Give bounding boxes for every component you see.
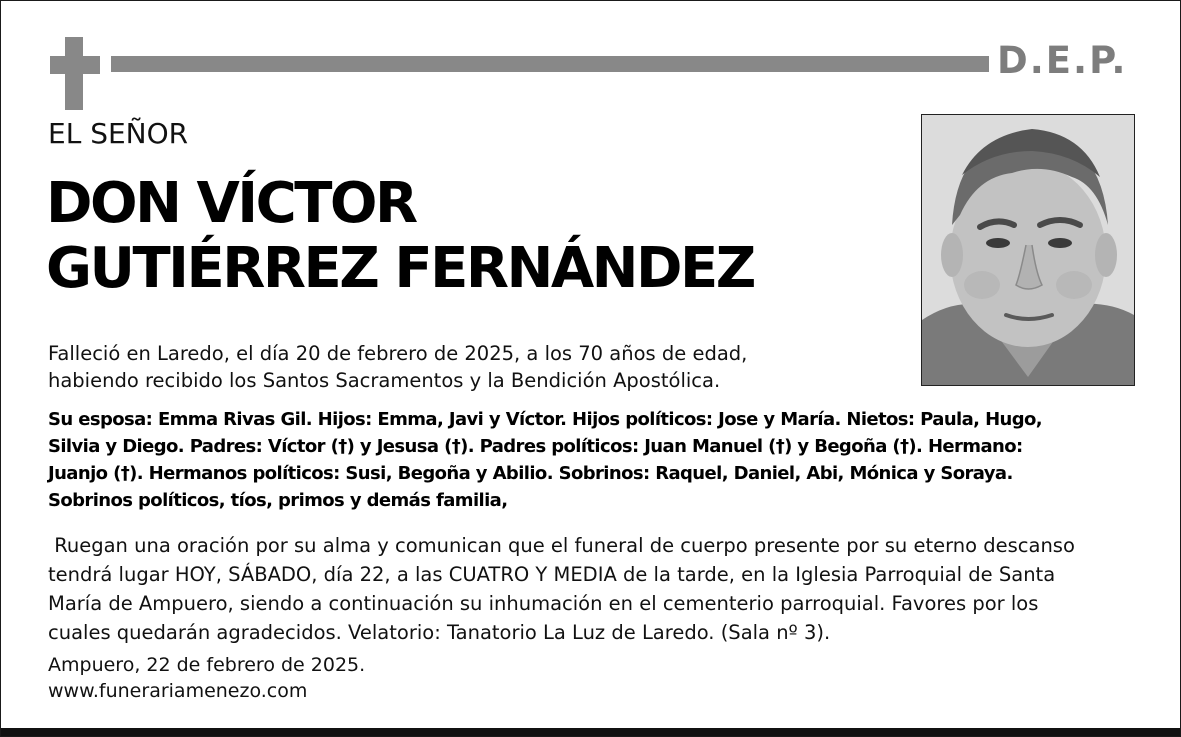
family-line4: Sobrinos políticos, tíos, primos y demás familia, xyxy=(48,490,508,511)
funeral-line4: cuales quedarán agradecidos. Velatorio: Tanatorio La Luz de Laredo. (Sala nº 3). xyxy=(48,621,831,644)
dep-label: D.E.P. xyxy=(997,39,1128,82)
death-notice xyxy=(48,340,908,394)
closing xyxy=(48,652,365,704)
death-notice-line2: habiendo recibido los Santos Sacramentos y la Bendición Apostólica. xyxy=(48,369,721,392)
deceased-name-line1: DON VÍCTOR xyxy=(46,171,416,236)
deceased-name-line2: GUTIÉRREZ FERNÁNDEZ xyxy=(46,236,754,301)
death-notice-line1: Falleció en Laredo, el día 20 de febrero de 2025, a los 70 años de edad, xyxy=(48,342,748,365)
family-list xyxy=(48,406,1138,514)
deceased-name xyxy=(46,171,754,301)
funeral-line3: María de Ampuero, siendo a continuación su inhumación en el cementerio parroquial. Favores por los xyxy=(48,592,1039,615)
deceased-portrait xyxy=(921,114,1135,386)
website-text: www.funerariamenezo.com xyxy=(48,680,308,702)
bottom-border xyxy=(1,728,1180,736)
family-line3: Juanjo (†). Hermanos políticos: Susi, Begoña y Abilio. Sobrinos: Raquel, Daniel, Abi, Mónica y Soraya. xyxy=(48,463,1013,484)
place-date: Ampuero, 22 de febrero de 2025. xyxy=(48,654,366,676)
honorific-prefix: EL SEÑOR xyxy=(48,117,189,150)
family-line2: Silvia y Diego. Padres: Víctor (†) y Jesusa (†). Padres políticos: Juan Manuel (†) y Begoña (†). Hermano: xyxy=(48,436,1023,457)
funeral-details xyxy=(48,531,1138,647)
header-rule xyxy=(111,56,989,72)
funeral-line1: Ruegan una oración por su alma y comunican que el funeral de cuerpo presente por su eterno descanso xyxy=(48,534,1075,557)
family-line1: Su esposa: Emma Rivas Gil. Hijos: Emma, Javi y Víctor. Hijos políticos: Jose y María. Nietos: Paula, Hugo, xyxy=(48,409,1043,430)
funeral-line2: tendrá lugar HOY, SÁBADO, día 22, a las CUATRO Y MEDIA de la tarde, en la Iglesia Parroquial de Santa xyxy=(48,563,1056,586)
cross-icon xyxy=(50,37,100,110)
